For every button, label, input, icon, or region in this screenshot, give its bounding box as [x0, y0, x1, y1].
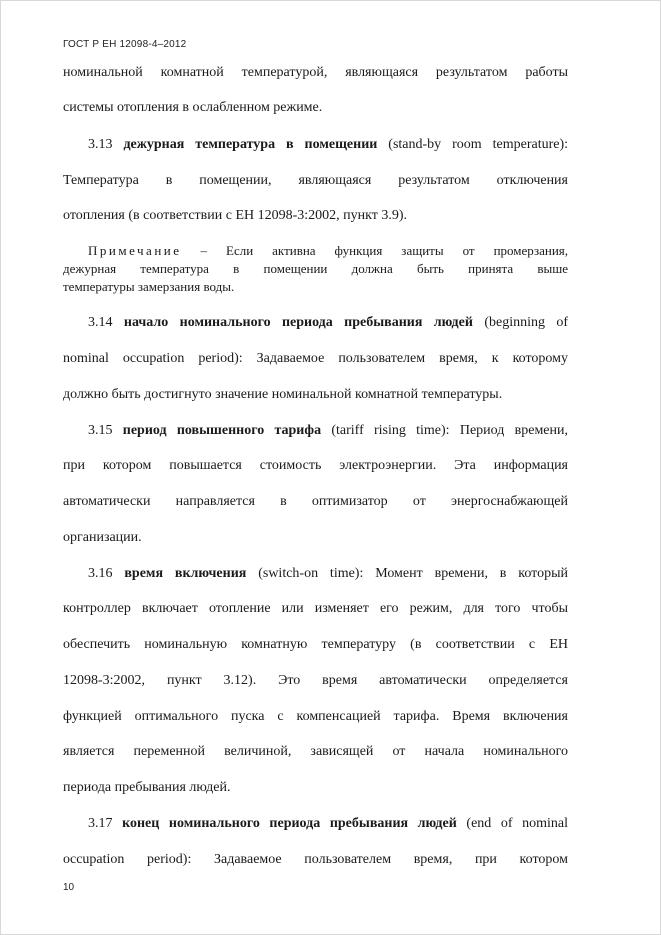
text-line: при котором повышается стоимость электроэнергии. Эта информация — [63, 458, 568, 473]
section-3-17-heading: 3.17 конец номинального периода пребывания людей (end of nominal — [88, 816, 568, 831]
text-line: является переменной величиной, зависящей от начала номинального — [63, 744, 568, 759]
document-code-header: ГОСТ Р ЕН 12098-4–2012 — [63, 39, 187, 50]
section-3-14-heading: 3.14 начало номинального периода пребывания людей (beginning of — [88, 315, 568, 330]
text-line: должно быть достигнуто значение номинальной комнатной температуры. — [63, 387, 503, 402]
section-3-15-heading: 3.15 период повышенного тарифа (tariff rising time): Период времени, — [88, 423, 568, 438]
section-3-13-heading: 3.13 дежурная температура в помещении (stand-by room temperature): — [88, 137, 568, 152]
text-line: 12098-3:2002, пункт 3.12). Это время автоматически определяется — [63, 673, 568, 688]
text-line: Температура в помещении, являющаяся результатом отключения — [63, 173, 568, 188]
text-line: обеспечить номинальную комнатную температуру (в соответствии с ЕН — [63, 637, 568, 652]
page-number: 10 — [63, 882, 75, 893]
text-line: контроллер включает отопление или изменяет его режим, для того чтобы — [63, 601, 568, 616]
note-heading: Примечание – Если активна функция защиты от промерзания, — [88, 243, 568, 258]
term-bold: дежурная температура в помещении — [123, 137, 378, 152]
text-line: организации. — [63, 530, 142, 545]
text-line: отопления (в соответствии с ЕН 12098-3:2002, пункт 3.9). — [63, 208, 408, 223]
text-line: номинальной комнатной температурой, являющаяся результатом работы — [63, 65, 568, 80]
note-line: дежурная температура в помещении должна быть принята выше — [63, 261, 568, 276]
term-bold: период повышенного тарифа — [122, 423, 322, 438]
note-line: температуры замерзания воды. — [63, 279, 235, 294]
text-line: периода пребывания людей. — [63, 780, 231, 795]
term-bold: начало номинального периода пребывания людей — [123, 315, 473, 330]
text-line: автоматически направляется в оптимизатор от энергоснабжающей — [63, 494, 568, 509]
text-line: nominal occupation period): Задаваемое пользователем время, к которому — [63, 351, 568, 366]
text-line: системы отопления в ослабленном режиме. — [63, 100, 323, 115]
text-line: функцией оптимального пуска с компенсацией тарифа. Время включения — [63, 709, 568, 724]
text-line: occupation period): Задаваемое пользователем время, при котором — [63, 852, 568, 867]
term-bold: конец номинального периода пребывания людей — [122, 816, 457, 831]
section-3-16-heading: 3.16 время включения (switch-on time): Момент времени, в который — [88, 566, 568, 581]
term-bold: время включения — [124, 566, 247, 581]
note-label: Примечание — [88, 243, 182, 258]
